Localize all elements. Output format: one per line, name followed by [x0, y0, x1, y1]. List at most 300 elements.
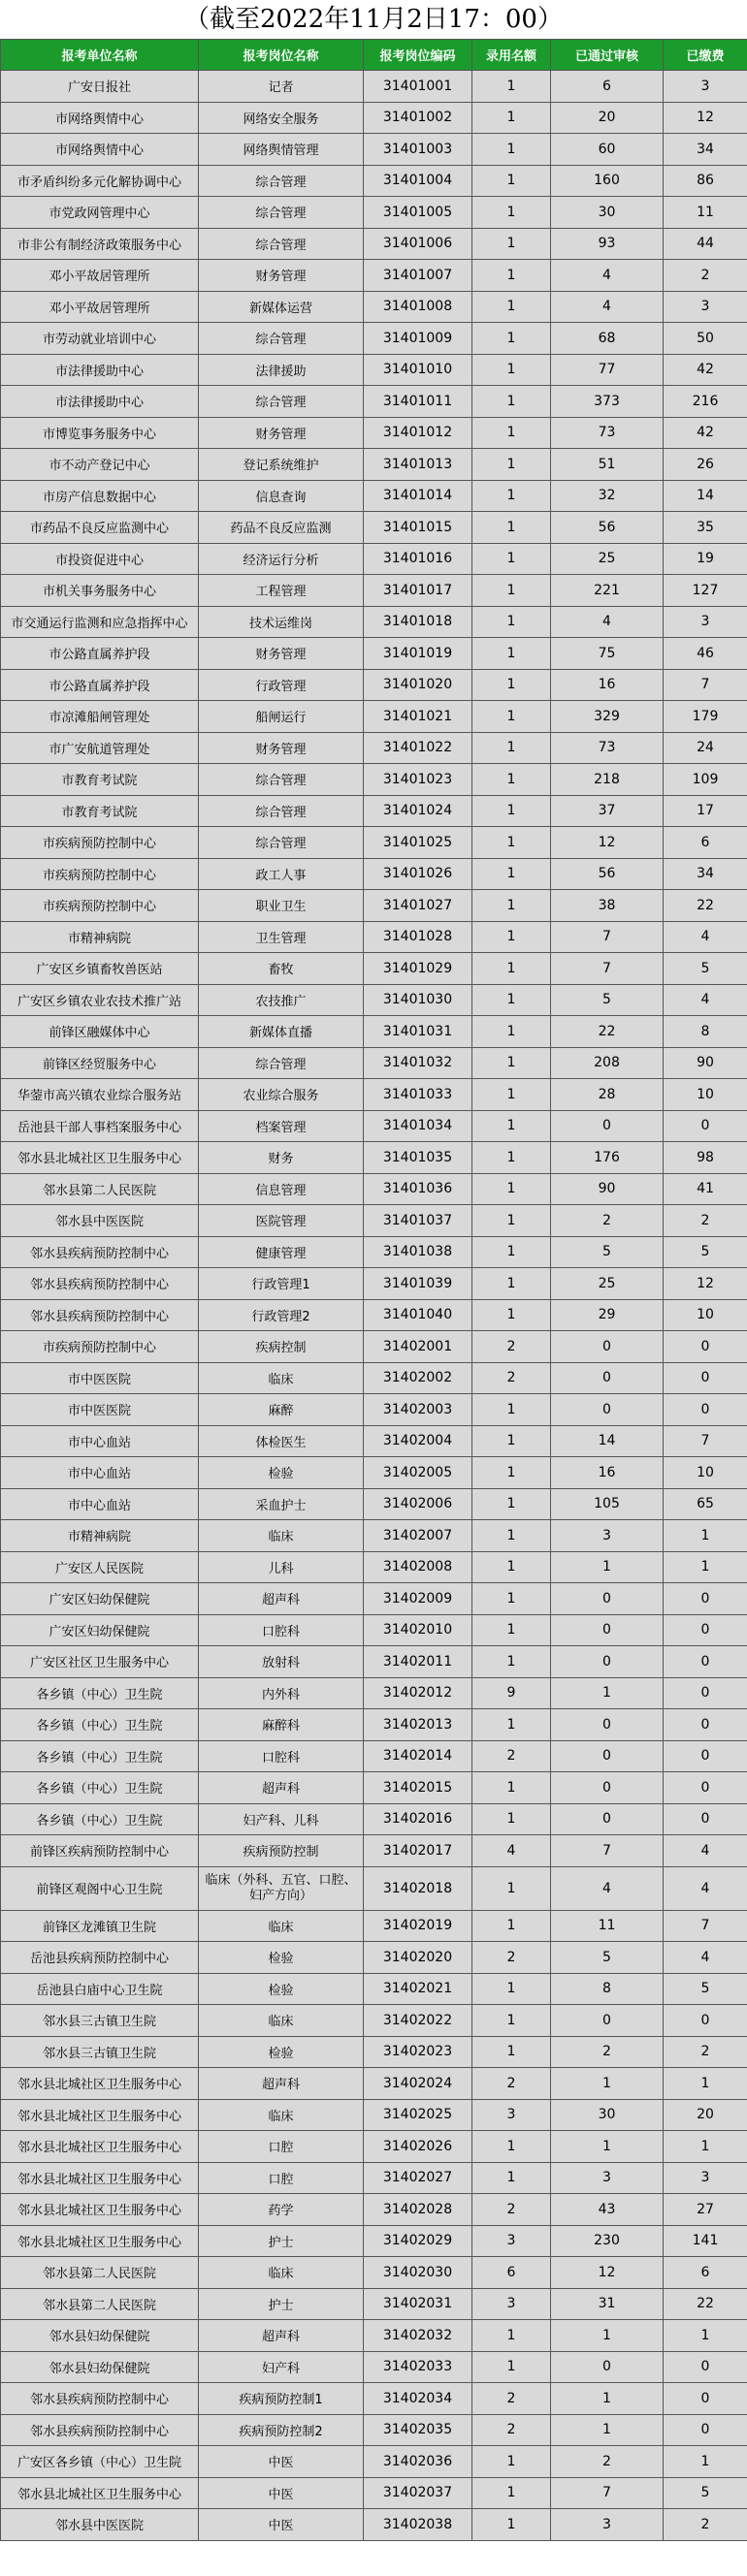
approved-cell: 2	[551, 1205, 664, 1237]
quota-cell: 1	[472, 1425, 551, 1457]
table-row	[1, 165, 747, 197]
approved-cell: 8	[551, 1973, 664, 2005]
position-name-cell: 护士	[199, 2225, 364, 2257]
unit-name-cell: 邻水县疾病预防控制中心	[1, 2414, 199, 2446]
position-name-cell: 放射科	[199, 1646, 364, 1678]
unit-name-cell: 市不动产登记中心	[1, 449, 199, 481]
quota-cell: 1	[472, 134, 551, 166]
approved-cell: 90	[551, 1173, 664, 1205]
position-name-cell: 护士	[199, 2288, 364, 2320]
position-name-cell: 内外科	[199, 1677, 364, 1709]
unit-name-cell: 市机关事务服务中心	[1, 575, 199, 607]
paid-cell: 6	[664, 2257, 747, 2289]
table-row	[1, 575, 747, 607]
unit-name-cell: 邓小平故居管理所	[1, 260, 199, 292]
approved-cell: 25	[551, 543, 664, 575]
quota-cell: 1	[472, 1614, 551, 1646]
paid-cell: 42	[664, 354, 747, 386]
quota-cell: 1	[472, 1866, 551, 1910]
position-name-cell: 财务管理	[199, 732, 364, 764]
quota-cell: 1	[472, 1173, 551, 1205]
position-name-cell: 农业综合服务	[199, 1079, 364, 1111]
position-code-cell: 31401018	[364, 606, 472, 638]
table-row	[1, 2036, 747, 2068]
quota-cell: 2	[472, 2068, 551, 2100]
table-row	[1, 1866, 747, 1910]
paid-cell: 19	[664, 543, 747, 575]
position-name-cell: 儿科	[199, 1551, 364, 1583]
position-code-cell: 31402027	[364, 2162, 472, 2194]
quota-cell: 1	[472, 2477, 551, 2509]
table-row	[1, 1236, 747, 1268]
quota-cell: 1	[472, 732, 551, 764]
quota-cell: 1	[472, 606, 551, 638]
paid-cell: 26	[664, 449, 747, 481]
approved-cell: 20	[551, 102, 664, 134]
position-code-cell: 31401005	[364, 197, 472, 229]
unit-name-cell: 各乡镇（中心）卫生院	[1, 1677, 199, 1709]
paid-cell: 1	[664, 1551, 747, 1583]
approved-cell: 7	[551, 1835, 664, 1867]
approved-cell: 0	[551, 1740, 664, 1772]
approved-cell: 4	[551, 291, 664, 323]
approved-cell: 208	[551, 1047, 664, 1079]
unit-name-cell: 邻水县三古镇卫生院	[1, 2005, 199, 2037]
position-name-cell: 法律援助	[199, 354, 364, 386]
table-row	[1, 2446, 747, 2478]
table-row	[1, 1551, 747, 1583]
paid-cell: 1	[664, 1520, 747, 1552]
unit-name-cell: 市法律援助中心	[1, 386, 199, 418]
table-row	[1, 2414, 747, 2446]
paid-cell: 0	[664, 1646, 747, 1678]
table-row	[1, 1942, 747, 1974]
quota-cell: 1	[472, 1772, 551, 1804]
quota-cell: 1	[472, 2351, 551, 2383]
table-row	[1, 1646, 747, 1678]
table-row	[1, 1520, 747, 1552]
unit-name-cell: 市精神病院	[1, 921, 199, 953]
approved-cell: 0	[551, 1362, 664, 1394]
position-code-cell: 31401016	[364, 543, 472, 575]
approved-cell: 16	[551, 1457, 664, 1489]
position-name-cell: 药品不良反应监测	[199, 512, 364, 544]
approved-cell: 93	[551, 228, 664, 260]
table-row	[1, 2194, 747, 2226]
unit-name-cell: 邻水县三古镇卫生院	[1, 2036, 199, 2068]
approved-cell: 1	[551, 2068, 664, 2100]
approved-cell: 14	[551, 1425, 664, 1457]
position-name-cell: 农技推广	[199, 984, 364, 1016]
table-row	[1, 1457, 747, 1489]
unit-name-cell: 岳池县干部人事档案服务中心	[1, 1110, 199, 1142]
position-code-cell: 31401009	[364, 323, 472, 355]
paid-cell: 3	[664, 2162, 747, 2194]
position-code-cell: 31401006	[364, 228, 472, 260]
position-name-cell: 口腔	[199, 2162, 364, 2194]
unit-name-cell: 广安区社区卫生服务中心	[1, 1646, 199, 1678]
position-name-cell: 档案管理	[199, 1110, 364, 1142]
table-row	[1, 1740, 747, 1772]
approved-cell: 0	[551, 1709, 664, 1741]
approved-cell: 7	[551, 2477, 664, 2509]
table-row	[1, 354, 747, 386]
table-row	[1, 827, 747, 859]
unit-name-cell: 前锋区龙滩镇卫生院	[1, 1910, 199, 1942]
approved-cell: 1	[551, 2414, 664, 2446]
position-name-cell: 财务管理	[199, 260, 364, 292]
unit-name-cell: 市投资促进中心	[1, 543, 199, 575]
position-code-cell: 31401012	[364, 417, 472, 449]
paid-cell: 14	[664, 480, 747, 512]
paid-cell: 0	[664, 1677, 747, 1709]
approved-cell: 2	[551, 2036, 664, 2068]
unit-name-cell: 前锋区观阁中心卫生院	[1, 1866, 199, 1910]
position-name-cell: 综合管理	[199, 1047, 364, 1079]
unit-name-cell: 前锋区融媒体中心	[1, 1016, 199, 1048]
position-code-cell: 31401025	[364, 827, 472, 859]
quota-cell: 1	[472, 449, 551, 481]
paid-cell: 90	[664, 1047, 747, 1079]
position-code-cell: 31402019	[364, 1910, 472, 1942]
paid-cell: 98	[664, 1142, 747, 1174]
paid-cell: 4	[664, 1866, 747, 1910]
table-row	[1, 2005, 747, 2037]
position-code-cell: 31402002	[364, 1362, 472, 1394]
position-code-cell: 31401008	[364, 291, 472, 323]
position-name-cell: 口腔科	[199, 1740, 364, 1772]
quota-cell: 1	[472, 354, 551, 386]
table-row	[1, 417, 747, 449]
unit-name-cell: 市博览事务服务中心	[1, 417, 199, 449]
unit-name-cell: 各乡镇（中心）卫生院	[1, 1740, 199, 1772]
position-name-cell: 综合管理	[199, 323, 364, 355]
unit-name-cell: 广安区妇幼保健院	[1, 1614, 199, 1646]
position-code-cell: 31402037	[364, 2477, 472, 2509]
table-row	[1, 732, 747, 764]
position-code-cell: 31402026	[364, 2131, 472, 2163]
unit-name-cell: 市中心血站	[1, 1488, 199, 1520]
position-name-cell: 信息查询	[199, 480, 364, 512]
unit-name-cell: 邻水县北城社区卫生服务中心	[1, 2477, 199, 2509]
approved-cell: 38	[551, 890, 664, 922]
position-name-cell: 临床	[199, 1520, 364, 1552]
table-row	[1, 1803, 747, 1835]
paid-cell: 41	[664, 1173, 747, 1205]
unit-name-cell: 邻水县北城社区卫生服务中心	[1, 2099, 199, 2131]
paid-cell: 0	[664, 1614, 747, 1646]
position-name-cell: 综合管理	[199, 197, 364, 229]
table-row	[1, 764, 747, 796]
approved-cell: 0	[551, 1614, 664, 1646]
position-code-cell: 31401028	[364, 921, 472, 953]
position-code-cell: 31401017	[364, 575, 472, 607]
position-code-cell: 31402006	[364, 1488, 472, 1520]
position-code-cell: 31402033	[364, 2351, 472, 2383]
paid-cell: 2	[664, 1205, 747, 1237]
table-row	[1, 890, 747, 922]
paid-cell: 0	[664, 1331, 747, 1363]
position-name-cell: 超声科	[199, 1772, 364, 1804]
quota-cell: 1	[472, 1910, 551, 1942]
approved-cell: 11	[551, 1910, 664, 1942]
unit-name-cell: 市疾病预防控制中心	[1, 1331, 199, 1363]
table-row	[1, 2288, 747, 2320]
approved-cell: 329	[551, 701, 664, 733]
quota-cell: 3	[472, 2288, 551, 2320]
quota-cell: 1	[472, 1268, 551, 1300]
quota-cell: 1	[472, 890, 551, 922]
quota-cell: 1	[472, 102, 551, 134]
position-name-cell: 超声科	[199, 2068, 364, 2100]
approved-cell: 0	[551, 1331, 664, 1363]
unit-name-cell: 邻水县北城社区卫生服务中心	[1, 2068, 199, 2100]
table-row	[1, 1677, 747, 1709]
position-name-cell: 综合管理	[199, 795, 364, 827]
table-row	[1, 1205, 747, 1237]
approved-cell: 32	[551, 480, 664, 512]
quota-cell: 1	[472, 417, 551, 449]
header-position-code: 报考岗位编码	[364, 40, 472, 71]
paid-cell: 0	[664, 2005, 747, 2037]
quota-cell: 1	[472, 1520, 551, 1552]
unit-name-cell: 市中医医院	[1, 1394, 199, 1426]
table-row	[1, 260, 747, 292]
unit-name-cell: 邻水县疾病预防控制中心	[1, 1268, 199, 1300]
paid-cell: 141	[664, 2225, 747, 2257]
quota-cell: 1	[472, 1047, 551, 1079]
approved-cell: 73	[551, 732, 664, 764]
position-code-cell: 31402030	[364, 2257, 472, 2289]
table-row	[1, 323, 747, 355]
position-code-cell: 31401007	[364, 260, 472, 292]
paid-cell: 2	[664, 260, 747, 292]
table-row	[1, 102, 747, 134]
table-row	[1, 197, 747, 229]
position-code-cell: 31401023	[364, 764, 472, 796]
header-position-name: 报考岗位名称	[199, 40, 364, 71]
approved-cell: 218	[551, 764, 664, 796]
position-name-cell: 超声科	[199, 2320, 364, 2352]
approved-cell: 1	[551, 1677, 664, 1709]
quota-cell: 1	[472, 1142, 551, 1174]
quota-cell: 2	[472, 2383, 551, 2415]
quota-cell: 1	[472, 1973, 551, 2005]
unit-name-cell: 市网络舆情中心	[1, 134, 199, 166]
approved-cell: 12	[551, 2257, 664, 2289]
unit-name-cell: 邻水县北城社区卫生服务中心	[1, 2194, 199, 2226]
quota-cell: 1	[472, 228, 551, 260]
paid-cell: 10	[664, 1079, 747, 1111]
position-name-cell: 临床	[199, 2257, 364, 2289]
position-name-cell: 中医	[199, 2477, 364, 2509]
unit-name-cell: 各乡镇（中心）卫生院	[1, 1772, 199, 1804]
paid-cell: 12	[664, 1268, 747, 1300]
table-row	[1, 512, 747, 544]
unit-name-cell: 市教育考试院	[1, 795, 199, 827]
approved-cell: 1	[551, 2320, 664, 2352]
table-row	[1, 1394, 747, 1426]
paid-cell: 12	[664, 102, 747, 134]
table-row	[1, 2162, 747, 2194]
approved-cell: 160	[551, 165, 664, 197]
quota-cell: 1	[472, 1709, 551, 1741]
quota-cell: 2	[472, 2414, 551, 2446]
paid-cell: 2	[664, 2036, 747, 2068]
quota-cell: 1	[472, 2509, 551, 2541]
paid-cell: 0	[664, 1709, 747, 1741]
unit-name-cell: 广安区乡镇畜牧兽医站	[1, 953, 199, 985]
position-name-cell: 体检医生	[199, 1425, 364, 1457]
paid-cell: 1	[664, 2068, 747, 2100]
position-name-cell: 网络舆情管理	[199, 134, 364, 166]
quota-cell: 1	[472, 386, 551, 418]
unit-name-cell: 市疾病预防控制中心	[1, 827, 199, 859]
unit-name-cell: 邻水县中医医院	[1, 2509, 199, 2541]
report-title: （截至2022年11月2日17：00）	[0, 0, 747, 39]
position-name-cell: 疾病控制	[199, 1331, 364, 1363]
table-row	[1, 2257, 747, 2289]
approved-cell: 5	[551, 1236, 664, 1268]
position-code-cell: 31401035	[364, 1142, 472, 1174]
approved-cell: 28	[551, 1079, 664, 1111]
position-code-cell: 31402035	[364, 2414, 472, 2446]
approved-cell: 105	[551, 1488, 664, 1520]
position-code-cell: 31401027	[364, 890, 472, 922]
quota-cell: 1	[472, 197, 551, 229]
approved-cell: 221	[551, 575, 664, 607]
position-name-cell: 药学	[199, 2194, 364, 2226]
table-row	[1, 386, 747, 418]
paid-cell: 5	[664, 953, 747, 985]
position-name-cell: 综合管理	[199, 228, 364, 260]
quota-cell: 1	[472, 260, 551, 292]
header-paid: 已缴费	[664, 40, 747, 71]
paid-cell: 0	[664, 2414, 747, 2446]
position-code-cell: 31402031	[364, 2288, 472, 2320]
table-row	[1, 858, 747, 890]
position-name-cell: 疾病预防控制2	[199, 2414, 364, 2446]
position-name-cell: 妇产科	[199, 2351, 364, 2383]
unit-name-cell: 市非公有制经济政策服务中心	[1, 228, 199, 260]
position-code-cell: 31402017	[364, 1835, 472, 1867]
paid-cell: 3	[664, 606, 747, 638]
position-code-cell: 31402009	[364, 1583, 472, 1615]
table-row	[1, 921, 747, 953]
position-name-cell: 口腔	[199, 2131, 364, 2163]
position-code-cell: 31401040	[364, 1299, 472, 1331]
position-name-cell: 检验	[199, 1942, 364, 1974]
quota-cell: 1	[472, 638, 551, 670]
quota-cell: 1	[472, 2446, 551, 2478]
paid-cell: 0	[664, 2351, 747, 2383]
quota-cell: 1	[472, 1079, 551, 1111]
position-name-cell: 行政管理	[199, 669, 364, 701]
paid-cell: 3	[664, 71, 747, 103]
table-row	[1, 2068, 747, 2100]
table-row	[1, 2225, 747, 2257]
approved-cell: 73	[551, 417, 664, 449]
paid-cell: 0	[664, 1803, 747, 1835]
unit-name-cell: 邻水县第二人民医院	[1, 1173, 199, 1205]
approved-cell: 16	[551, 669, 664, 701]
position-code-cell: 31401033	[364, 1079, 472, 1111]
paid-cell: 65	[664, 1488, 747, 1520]
position-code-cell: 31401022	[364, 732, 472, 764]
approved-cell: 230	[551, 2225, 664, 2257]
unit-name-cell: 广安区妇幼保健院	[1, 1583, 199, 1615]
position-code-cell: 31401021	[364, 701, 472, 733]
unit-name-cell: 邻水县中医医院	[1, 1205, 199, 1237]
position-code-cell: 31401036	[364, 1173, 472, 1205]
paid-cell: 0	[664, 1110, 747, 1142]
table-row	[1, 1910, 747, 1942]
table-row	[1, 1110, 747, 1142]
unit-name-cell: 市交通运行监测和应急指挥中心	[1, 606, 199, 638]
unit-name-cell: 市劳动就业培训中心	[1, 323, 199, 355]
position-name-cell: 行政管理2	[199, 1299, 364, 1331]
position-name-cell: 口腔科	[199, 1614, 364, 1646]
unit-name-cell: 岳池县白庙中心卫生院	[1, 1973, 199, 2005]
quota-cell: 1	[472, 2036, 551, 2068]
paid-cell: 11	[664, 197, 747, 229]
unit-name-cell: 邻水县妇幼保健院	[1, 2351, 199, 2383]
position-name-cell: 卫生管理	[199, 921, 364, 953]
header-quota: 录用名额	[472, 40, 551, 71]
position-code-cell: 31401038	[364, 1236, 472, 1268]
table-row	[1, 1488, 747, 1520]
quota-cell: 1	[472, 953, 551, 985]
position-code-cell: 31402018	[364, 1866, 472, 1910]
position-code-cell: 31401032	[364, 1047, 472, 1079]
paid-cell: 4	[664, 1835, 747, 1867]
paid-cell: 7	[664, 1425, 747, 1457]
approved-cell: 30	[551, 197, 664, 229]
approved-cell: 43	[551, 2194, 664, 2226]
quota-cell: 1	[472, 701, 551, 733]
paid-cell: 46	[664, 638, 747, 670]
paid-cell: 216	[664, 386, 747, 418]
position-name-cell: 检验	[199, 1973, 364, 2005]
table-row	[1, 953, 747, 985]
position-code-cell: 31401024	[364, 795, 472, 827]
table-row	[1, 2320, 747, 2352]
position-name-cell: 临床	[199, 1910, 364, 1942]
unit-name-cell: 邻水县妇幼保健院	[1, 2320, 199, 2352]
approved-cell: 25	[551, 1268, 664, 1300]
position-name-cell: 职业卫生	[199, 890, 364, 922]
paid-cell: 22	[664, 890, 747, 922]
position-name-cell: 中医	[199, 2446, 364, 2478]
unit-name-cell: 市中心血站	[1, 1457, 199, 1489]
table-row	[1, 2131, 747, 2163]
paid-cell: 3	[664, 291, 747, 323]
quota-cell: 2	[472, 1740, 551, 1772]
position-name-cell: 综合管理	[199, 386, 364, 418]
unit-name-cell: 邻水县疾病预防控制中心	[1, 1236, 199, 1268]
position-name-cell: 临床	[199, 2005, 364, 2037]
quota-cell: 1	[472, 1551, 551, 1583]
approved-cell: 4	[551, 606, 664, 638]
position-code-cell: 31402011	[364, 1646, 472, 1678]
approved-cell: 30	[551, 2099, 664, 2131]
paid-cell: 35	[664, 512, 747, 544]
paid-cell: 127	[664, 575, 747, 607]
unit-name-cell: 广安日报社	[1, 71, 199, 103]
paid-cell: 27	[664, 2194, 747, 2226]
position-code-cell: 31401014	[364, 480, 472, 512]
table-row	[1, 795, 747, 827]
